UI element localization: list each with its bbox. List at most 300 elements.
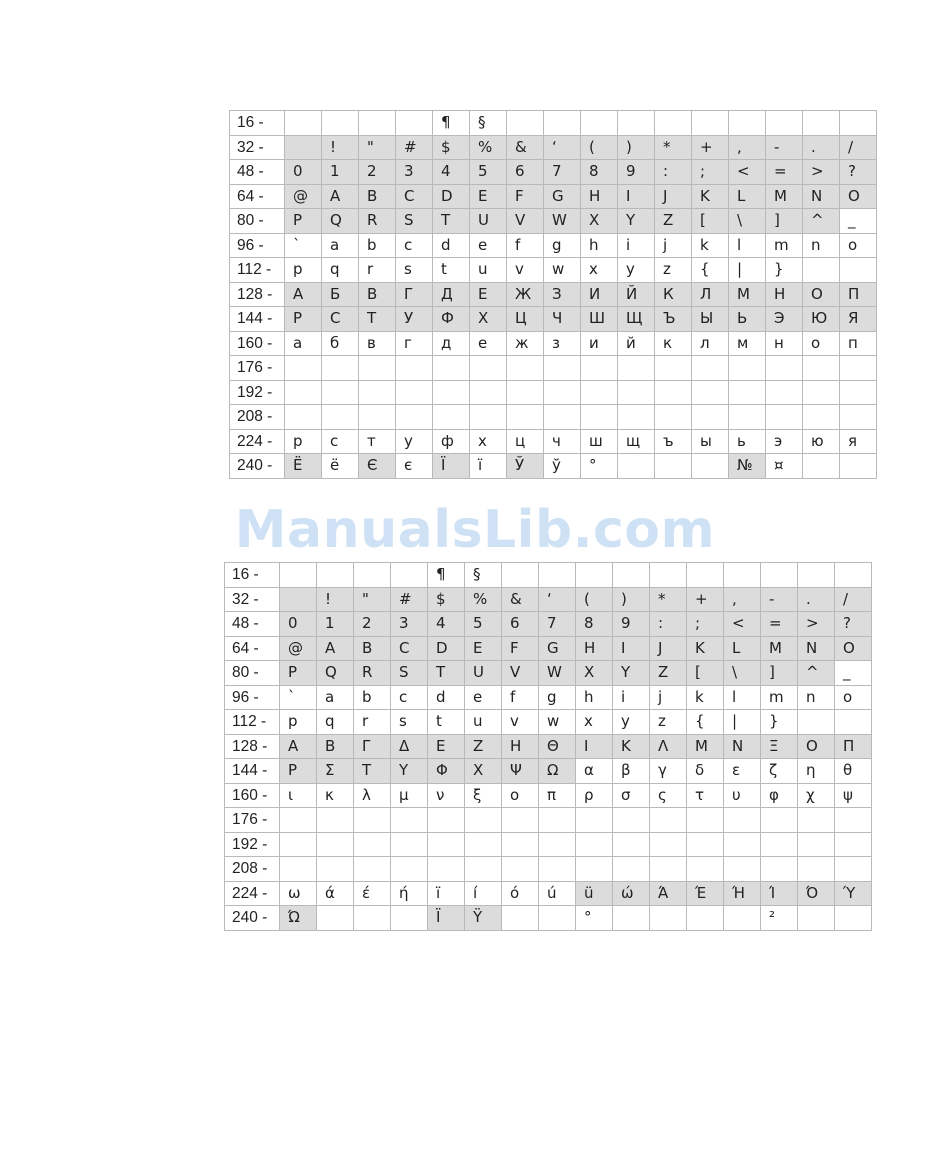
char-cell: Ї [433,454,470,479]
char-cell [470,405,507,430]
char-cell: ы [692,429,729,454]
char-cell: - [761,587,798,612]
char-cell [470,356,507,381]
char-cell [322,111,359,136]
char-cell: U [465,661,502,686]
char-cell: S [391,661,428,686]
char-cell [581,111,618,136]
char-cell: м [729,331,766,356]
char-cell [613,808,650,833]
char-cell: У [396,307,433,332]
row-code-label: 224 - [225,881,280,906]
char-cell: / [835,587,872,612]
char-cell: Ы [692,307,729,332]
char-cell: Δ [391,734,428,759]
char-cell [798,808,835,833]
char-cell: с [322,429,359,454]
char-cell: Г [396,282,433,307]
char-cell: ч [544,429,581,454]
char-cell: ) [618,135,655,160]
row-code-label: 32 - [225,587,280,612]
row-code-label: 224 - [230,429,285,454]
char-cell: Э [766,307,803,332]
row-code-label: 128 - [230,282,285,307]
char-cell: W [539,661,576,686]
char-cell [285,135,322,160]
char-cell: w [544,258,581,283]
row-code-label: 96 - [225,685,280,710]
char-cell: @ [285,184,322,209]
char-cell [576,832,613,857]
char-cell: } [766,258,803,283]
char-cell: | [729,258,766,283]
char-cell [581,380,618,405]
char-cell: 3 [391,612,428,637]
char-cell: 9 [618,160,655,185]
char-cell [317,832,354,857]
char-cell: , [729,135,766,160]
char-cell: z [655,258,692,283]
char-cell: u [470,258,507,283]
char-cell [803,258,840,283]
char-cell [761,563,798,588]
char-cell [766,111,803,136]
char-cell [396,111,433,136]
char-cell: 0 [280,612,317,637]
char-cell: q [317,710,354,735]
row-code-label: 32 - [230,135,285,160]
char-cell: 9 [613,612,650,637]
char-cell: b [359,233,396,258]
char-cell: g [544,233,581,258]
char-cell [840,356,877,381]
char-cell: C [391,636,428,661]
char-cell: З [544,282,581,307]
row-code-label: 80 - [230,209,285,234]
char-cell: ¶ [428,563,465,588]
char-cell: г [396,331,433,356]
char-cell [539,906,576,931]
char-cell [354,906,391,931]
char-cell [539,808,576,833]
table-row [230,380,877,405]
table-row [225,734,872,759]
char-cell: m [766,233,803,258]
char-cell: _ [840,209,877,234]
char-cell [317,808,354,833]
table-row [230,233,877,258]
table-row [230,209,877,234]
char-cell: Y [618,209,655,234]
char-cell: O [835,636,872,661]
char-cell: D [428,636,465,661]
char-cell: Α [280,734,317,759]
char-cell [687,563,724,588]
char-cell: d [433,233,470,258]
char-cell: < [729,160,766,185]
row-code-label: 192 - [230,380,285,405]
char-cell [280,563,317,588]
char-cell: ρ [576,783,613,808]
char-cell: K [692,184,729,209]
char-cell: о [803,331,840,356]
char-cell: θ [835,759,872,784]
char-cell: В [359,282,396,307]
char-cell: S [396,209,433,234]
char-cell [655,405,692,430]
char-cell: / [840,135,877,160]
char-cell [724,906,761,931]
char-cell [428,832,465,857]
char-cell [687,808,724,833]
char-cell: t [433,258,470,283]
char-cell [354,808,391,833]
char-cell [650,563,687,588]
char-cell: § [470,111,507,136]
char-cell: ( [576,587,613,612]
char-cell: Ε [428,734,465,759]
char-cell [613,563,650,588]
table-row [230,160,877,185]
char-cell: Ζ [465,734,502,759]
char-cell: h [576,685,613,710]
char-cell [433,405,470,430]
char-cell: ι [280,783,317,808]
char-cell: δ [687,759,724,784]
char-cell [359,111,396,136]
char-cell [359,356,396,381]
char-cell: д [433,331,470,356]
table-row [225,563,872,588]
char-cell: ц [507,429,544,454]
char-cell: М [729,282,766,307]
char-cell: ° [581,454,618,479]
char-cell: Θ [539,734,576,759]
char-cell: í [465,881,502,906]
char-cell: O [840,184,877,209]
char-cell: э [766,429,803,454]
char-cell: ψ [835,783,872,808]
row-code-label: 176 - [230,356,285,381]
char-cell: Λ [650,734,687,759]
char-cell [507,111,544,136]
char-cell: ] [761,661,798,686]
char-cell: G [544,184,581,209]
char-cell: ш [581,429,618,454]
char-cell: . [798,587,835,612]
row-code-label: 64 - [225,636,280,661]
char-cell: i [613,685,650,710]
char-cell: 6 [502,612,539,637]
char-cell: " [354,587,391,612]
char-cell [724,563,761,588]
char-cell: B [354,636,391,661]
char-cell [391,563,428,588]
char-cell: m [761,685,798,710]
char-cell [465,857,502,882]
char-cell [354,857,391,882]
char-cell [618,356,655,381]
char-cell [581,356,618,381]
char-cell [650,808,687,833]
char-cell: ε [724,759,761,784]
char-cell [798,857,835,882]
char-cell [465,832,502,857]
char-cell: Σ [317,759,354,784]
char-cell: Є [359,454,396,479]
char-cell: t [428,710,465,735]
char-cell [433,356,470,381]
char-cell: g [539,685,576,710]
char-cell: Ι [576,734,613,759]
char-cell: Ь [729,307,766,332]
char-cell [650,906,687,931]
char-cell: l [729,233,766,258]
table-row [230,135,877,160]
char-cell: Ί [761,881,798,906]
char-cell: p [285,258,322,283]
char-cell: V [507,209,544,234]
char-cell: r [359,258,396,283]
char-cell: # [396,135,433,160]
row-code-label: 48 - [225,612,280,637]
char-cell: : [655,160,692,185]
char-cell: ф [433,429,470,454]
row-code-label: 16 - [225,563,280,588]
char-cell [354,832,391,857]
char-cell: o [840,233,877,258]
char-cell [544,380,581,405]
char-cell [322,356,359,381]
char-cell: & [502,587,539,612]
char-cell [502,906,539,931]
char-cell [650,832,687,857]
char-cell: D [433,184,470,209]
char-cell [544,111,581,136]
char-cell [285,356,322,381]
char-cell: J [650,636,687,661]
char-cell [803,405,840,430]
table-row [225,685,872,710]
table-row [230,454,877,479]
char-cell: Y [613,661,650,686]
char-cell: c [391,685,428,710]
char-cell: ? [835,612,872,637]
char-cell: в [359,331,396,356]
char-cell: е [470,331,507,356]
char-cell: & [507,135,544,160]
char-cell: Ψ [502,759,539,784]
char-cell: J [655,184,692,209]
char-cell: φ [761,783,798,808]
charset-table-greek [224,562,872,931]
char-cell [798,710,835,735]
char-cell: й [618,331,655,356]
char-cell [766,405,803,430]
row-code-label: 144 - [225,759,280,784]
char-cell [724,808,761,833]
char-cell [618,380,655,405]
char-cell: r [354,710,391,735]
char-cell: T [433,209,470,234]
char-cell: T [428,661,465,686]
char-cell: 5 [470,160,507,185]
char-cell: M [766,184,803,209]
char-cell: ] [766,209,803,234]
char-cell [322,405,359,430]
char-cell: Б [322,282,359,307]
char-cell [507,380,544,405]
char-cell [724,832,761,857]
char-cell: h [581,233,618,258]
char-cell: ? [840,160,877,185]
char-cell [396,356,433,381]
char-cell [840,405,877,430]
char-cell: Ч [544,307,581,332]
char-cell [692,380,729,405]
row-code-label: 48 - [230,160,285,185]
char-cell: ώ [613,881,650,906]
char-cell [285,380,322,405]
char-cell: Ϋ [465,906,502,931]
char-cell [391,808,428,833]
char-cell: ) [613,587,650,612]
char-cell: Q [322,209,359,234]
char-cell [317,906,354,931]
char-cell [729,405,766,430]
char-cell: @ [280,636,317,661]
char-cell: G [539,636,576,661]
char-cell [502,808,539,833]
char-cell: e [470,233,507,258]
char-cell [798,906,835,931]
char-cell: ζ [761,759,798,784]
char-cell [317,563,354,588]
char-cell: ъ [655,429,692,454]
char-cell [687,906,724,931]
char-cell: 7 [544,160,581,185]
char-cell: έ [354,881,391,906]
table-row [230,331,877,356]
char-cell: Κ [613,734,650,759]
table-row [225,710,872,735]
char-cell: b [354,685,391,710]
char-cell: Л [692,282,729,307]
char-cell: η [798,759,835,784]
char-cell: + [687,587,724,612]
char-cell [396,405,433,430]
char-cell: σ [613,783,650,808]
char-cell [280,808,317,833]
char-cell: а [285,331,322,356]
char-cell: W [544,209,581,234]
char-cell: Ρ [280,759,317,784]
table-row [230,356,877,381]
char-cell: x [581,258,618,283]
char-cell: щ [618,429,655,454]
char-cell: A [322,184,359,209]
char-cell: 3 [396,160,433,185]
char-cell [539,832,576,857]
char-cell: % [465,587,502,612]
char-cell [840,380,877,405]
char-cell: ( [581,135,618,160]
char-cell: w [539,710,576,735]
char-cell [433,380,470,405]
row-code-label: 144 - [230,307,285,332]
char-cell: Ш [581,307,618,332]
char-cell [729,111,766,136]
char-cell: i [618,233,655,258]
char-cell: - [766,135,803,160]
row-code-label: 176 - [225,808,280,833]
char-cell [655,111,692,136]
char-cell: ` [280,685,317,710]
row-code-label: 240 - [230,454,285,479]
char-cell: ^ [798,661,835,686]
char-cell [502,857,539,882]
char-cell: Д [433,282,470,307]
char-cell [581,405,618,430]
char-cell [576,857,613,882]
char-cell [280,857,317,882]
char-cell: Ά [650,881,687,906]
char-cell [391,906,428,931]
char-cell: F [507,184,544,209]
table-row [230,429,877,454]
char-cell: z [650,710,687,735]
table-row [230,282,877,307]
row-code-label: 112 - [225,710,280,735]
char-cell: ¤ [766,454,803,479]
char-cell: Ё [285,454,322,479]
char-cell: § [465,563,502,588]
row-code-label: 240 - [225,906,280,931]
char-cell: B [359,184,396,209]
char-cell: ² [761,906,798,931]
char-cell: н [766,331,803,356]
char-cell: Ύ [835,881,872,906]
char-cell: Γ [354,734,391,759]
char-cell: 4 [428,612,465,637]
char-cell [692,405,729,430]
char-cell: $ [433,135,470,160]
row-code-label: 192 - [225,832,280,857]
char-cell [613,906,650,931]
table-row [230,258,877,283]
char-cell: [ [692,209,729,234]
char-cell: H [581,184,618,209]
char-cell: Φ [428,759,465,784]
char-cell: = [761,612,798,637]
char-cell [613,857,650,882]
char-cell: * [650,587,687,612]
char-cell: б [322,331,359,356]
char-cell [502,563,539,588]
watermark: ManualsLib.com [234,500,716,560]
char-cell: А [285,282,322,307]
char-cell [835,857,872,882]
char-cell: s [396,258,433,283]
char-cell: x [576,710,613,735]
char-cell: ά [317,881,354,906]
char-cell [729,356,766,381]
char-cell: β [613,759,650,784]
table-row [225,636,872,661]
char-cell [692,356,729,381]
char-cell: υ [724,783,761,808]
char-cell: ў [544,454,581,479]
